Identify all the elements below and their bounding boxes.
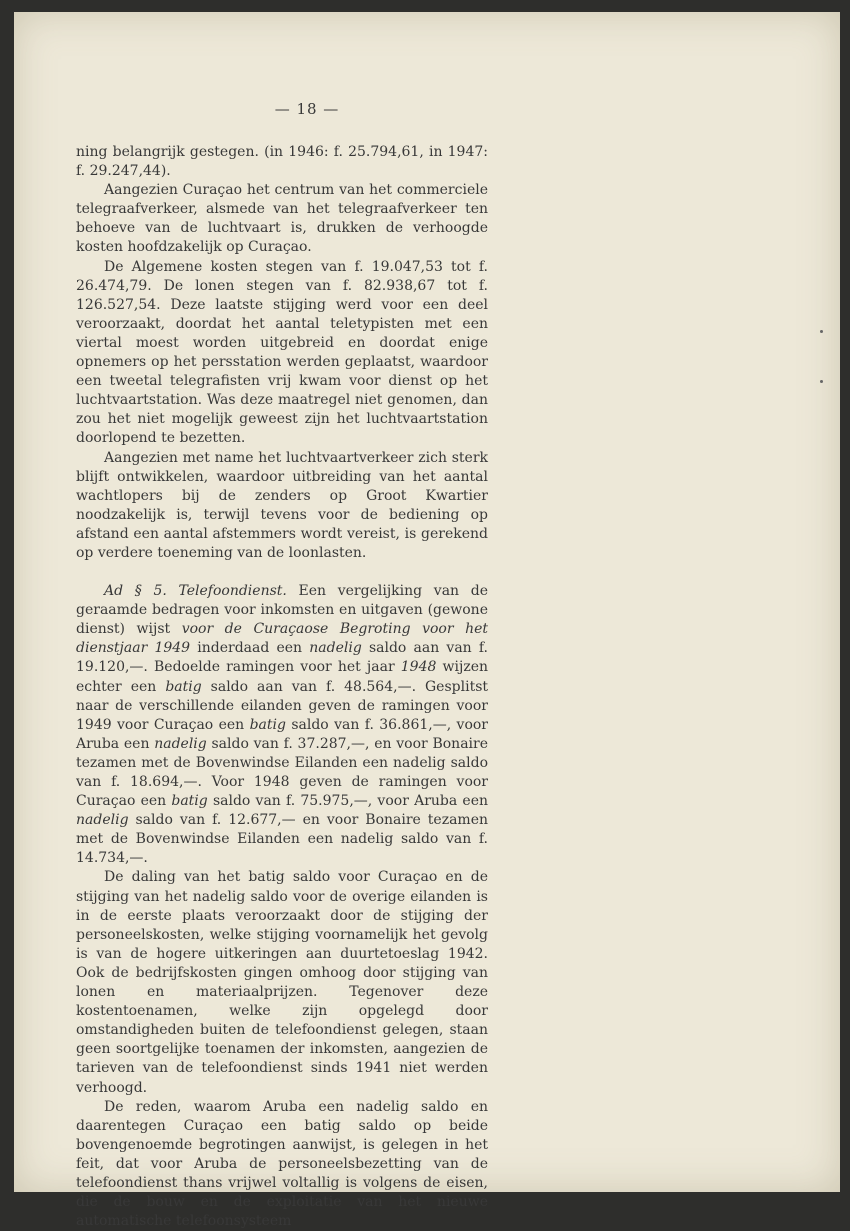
italic-run: 1948 xyxy=(400,659,437,676)
italic-run: batig xyxy=(171,793,208,810)
italic-run: nadelig xyxy=(154,735,207,752)
paragraph-2: Aangezien Curaçao het centrum van het commerciele telegraafverkeer, alsmede van het telegraafverkeer ten behoeve van de luchtvaart is, drukken de verhoogde kosten hoofdzakelijk op Curaçao. xyxy=(76,182,488,256)
text-run: Een vergelijking van de geraamde bedragen voor inkomsten en uitgaven (gewone dienst) wijst xyxy=(76,583,488,638)
scan-speck xyxy=(820,380,823,383)
italic-run: nadelig xyxy=(309,640,362,657)
paragraph-6: De daling van het batig saldo voor Curaçao en de stijging van het nadelig saldo voor de overige eilanden is in de eerste plaats veroorzaakt door de stijging der personeelskosten, welke stijging voornamelijk het gevolg is van de hogere uitkeringen aan duurtetoeslag 1942. Ook de bedrijfskosten gingen omhoog door stijging van lonen en materiaalprijzen. Tegenover deze kostentoenamen, welke zijn opgelegd door omstandigheden buiten de telefoondienst gelegen, staan geen soortgelijke toenamen der inkomsten, aangezien de tarieven van de telefoondienst sinds 1941 niet werden verhoogd. xyxy=(76,869,488,1096)
italic-run: nadelig xyxy=(76,812,129,829)
text-run: saldo van f. 37.287,—, en voor Bonaire tezamen met de Bovenwindse Eilanden een nadelig saldo van f. 18.694,—. Voor 1948 geven de ramingen voor Curaçao een xyxy=(76,735,488,810)
paragraph-3: De Algemene kosten stegen van f. 19.047,53 tot f. 26.474,79. De lonen stegen van f. 82.938,67 tot f. 126.527,54. Deze laatste stijging werd voor een deel veroorzaakt, doordat het aantal teletypisten met een viertal moest worden uitgebreid en doordat enige opnemers op het persstation werden geplaatst, waardoor een tweetal telegrafisten vrij kwam voor dienst op het luchtvaartstation. Was deze maatregel niet genomen, dan zou het niet mogelijk geweest zijn het luchtvaartstation doorlopend te bezetten. xyxy=(76,258,488,447)
italic-run: voor de Curaçaose Begroting voor het dienstjaar 1949 xyxy=(76,621,489,657)
page-number: — 18 — xyxy=(274,100,340,118)
body-text xyxy=(76,143,488,1231)
paragraph-telefoondienst xyxy=(76,582,488,868)
scan-speck xyxy=(820,330,823,333)
italic-run: Ad § 5. Telefoondienst. xyxy=(104,583,287,600)
text-run: saldo van f. 12.677,— en voor Bonaire tezamen met de Bovenwindse Eilanden een nadelig saldo van f. 14.734,—. xyxy=(76,812,488,867)
text-run: inderdaad een xyxy=(190,640,310,657)
text-run: saldo van f. 75.975,—, voor Aruba een xyxy=(207,793,488,810)
text-run: saldo van f. 36.861,—, voor Aruba een xyxy=(76,716,488,752)
text-run: saldo aan van f. 19.120,—. Bedoelde ramingen voor het jaar xyxy=(76,640,488,676)
paragraph-7: De reden, waarom Aruba een nadelig saldo en daarentegen Curaçao een batig saldo op beide bovengenoemde begrotingen aanwijst, is gelegen in het feit, dat voor Aruba de personeelsbezetting van de telefoondienst thans vrijwel voltallig is volgens de eisen, die de bouw en de exploitatie van het nieuwe automatische telefoonsysteem xyxy=(76,1098,488,1230)
paragraph-4: Aangezien met name het luchtvaartverkeer zich sterk blijft ontwikkelen, waardoor uitbreiding van het aantal wachtlopers bij de zenders op Groot Kwartier noodzakelijk is, terwijl tevens voor de bediening op afstand een aantal afstemmers wordt vereist, is gerekend op verdere toeneming van de loonlasten. xyxy=(76,449,488,561)
italic-run: batig xyxy=(165,678,202,695)
document-page xyxy=(14,12,840,1230)
text-run: saldo aan van f. 48.564,—. Gesplitst naar de verschillende eilanden geven de ramingen voor 1949 voor Curaçao een xyxy=(76,678,489,733)
text-run: wijzen echter een xyxy=(76,659,489,695)
italic-run: batig xyxy=(249,716,286,733)
paragraph-1: ning belangrijk gestegen. (in 1946: f. 25.794,61, in 1947: f. 29.247,44). xyxy=(76,144,488,180)
